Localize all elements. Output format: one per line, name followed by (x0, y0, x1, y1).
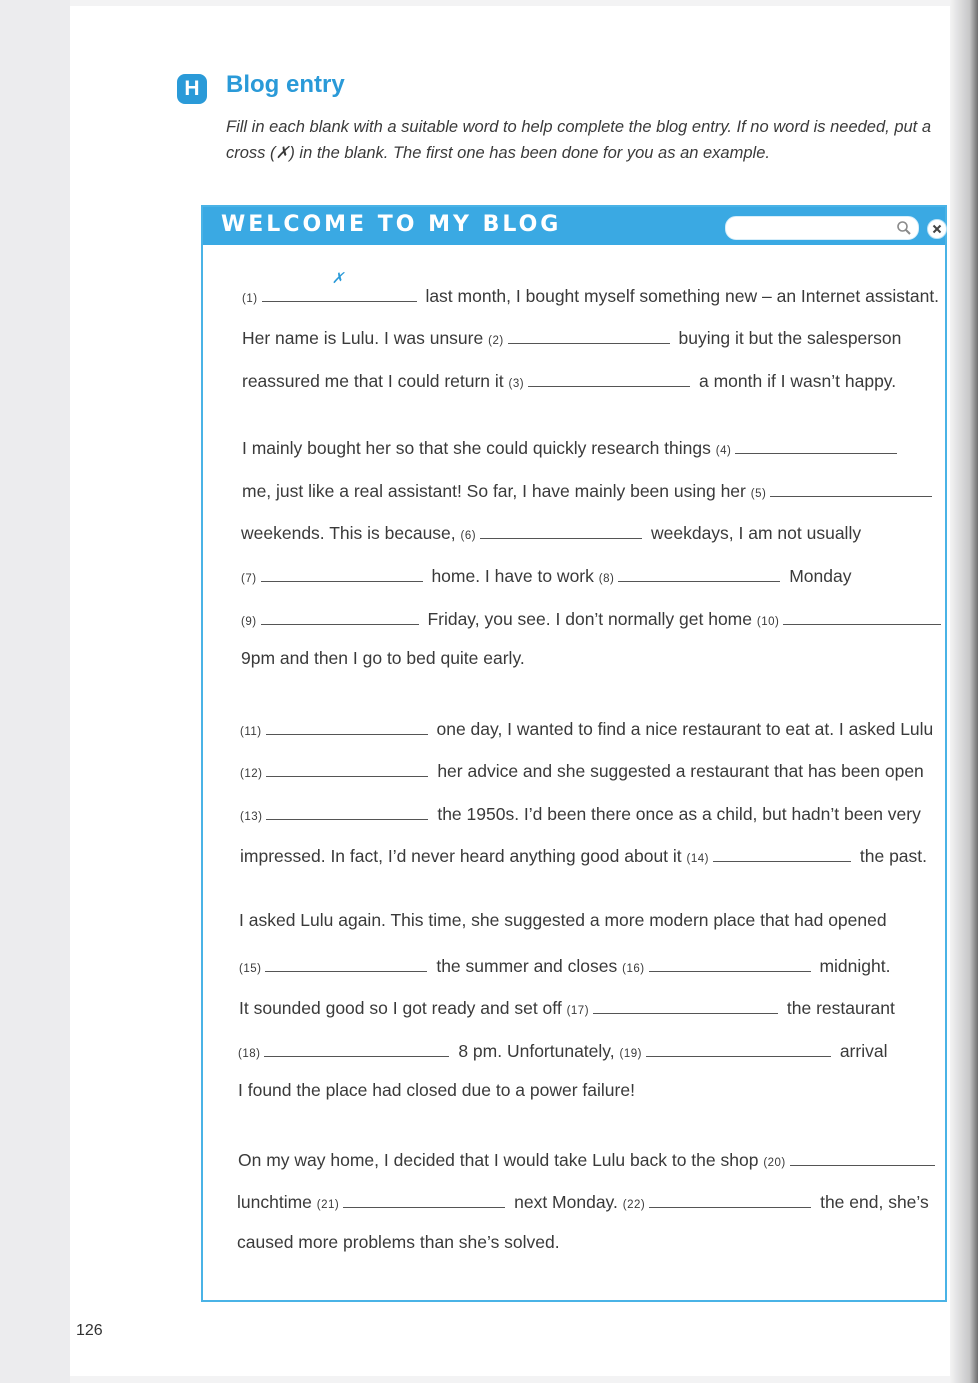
blog-line (240, 843, 927, 867)
blank-number: (13) (240, 811, 263, 823)
page-spine-shadow (950, 0, 978, 1383)
blog-text-segment: the past. (859, 846, 928, 866)
blog-text-segment: I found the place had closed due to a power failure! (238, 1080, 635, 1100)
blog-line (242, 270, 940, 307)
close-button[interactable] (927, 219, 947, 239)
blank-number: (14) (686, 853, 709, 865)
blog-line (238, 1080, 635, 1101)
answer-blank[interactable] (713, 843, 851, 862)
blog-line (239, 910, 887, 931)
exercise-instructions: Fill in each blank with a suitable word to help complete the blog entry. If no word is needed, put a cross (✗) in the blank. The first one has been done for you as an example. (226, 118, 932, 162)
blank-number: (3) (508, 378, 525, 390)
blog-text-segment: a month if I wasn’t happy. (698, 371, 897, 391)
blank-number: (20) (763, 1157, 786, 1169)
example-answer: ✗ (331, 270, 345, 287)
blog-text-segment: Friday, you see. I don’t normally get home (427, 609, 752, 629)
blank-number: (15) (239, 963, 262, 975)
page-number: 126 (76, 1322, 103, 1339)
blank-number: (12) (240, 768, 263, 780)
answer-blank[interactable] (480, 520, 642, 539)
blank-number: (11) (240, 726, 262, 738)
close-icon (932, 224, 942, 234)
blog-text-segment: On my way home, I decided that I would take Lulu back to the shop (238, 1150, 759, 1170)
blank-number: (8) (598, 573, 615, 585)
blog-text-segment: weekdays, I am not usually (650, 523, 862, 543)
blank-number: (21) (316, 1199, 340, 1211)
answer-blank[interactable] (783, 606, 941, 625)
blog-text-segment: the restaurant (786, 998, 895, 1018)
blog-text-segment: the 1950s. I’d been there once as a child, but hadn’t been very (437, 804, 921, 824)
section-badge: H (177, 74, 207, 104)
answer-blank[interactable] (261, 606, 419, 625)
answer-blank[interactable] (343, 1189, 505, 1208)
blog-header-bar (203, 207, 945, 245)
answer-blank[interactable] (649, 953, 811, 972)
answer-blank[interactable] (790, 1147, 935, 1166)
blank-number: (6) (460, 530, 477, 542)
answer-blank[interactable] (266, 716, 428, 735)
answer-blank[interactable] (264, 1038, 449, 1057)
blog-text-segment: 8 pm. Unfortunately, (458, 1041, 615, 1061)
blog-line (238, 1038, 887, 1062)
blog-text-segment: 9pm and then I go to bed quite early. (241, 648, 525, 668)
blog-line (240, 801, 921, 825)
blog-text-segment: home. I have to work (431, 566, 594, 586)
blog-line (239, 995, 895, 1019)
blank-number: (7) (241, 573, 257, 585)
blog-line (241, 648, 525, 669)
blog-line (241, 520, 861, 544)
blank-number: (22) (622, 1199, 646, 1211)
blog-text-segment: her advice and she suggested a restaurant that has been open (437, 761, 924, 781)
blank-number: (18) (238, 1048, 261, 1060)
answer-blank[interactable] (646, 1038, 831, 1057)
blog-text-segment: me, just like a real assistant! So far, I have mainly been using her (242, 481, 746, 501)
blog-text-segment: the end, she’s (820, 1192, 929, 1212)
blog-text-segment: lunchtime (237, 1192, 312, 1212)
blog-text-segment: one day, I wanted to find a nice restaurant to eat at. I asked Lulu (436, 719, 934, 739)
answer-blank[interactable] (262, 270, 417, 302)
blank-number: (19) (619, 1048, 642, 1060)
answer-blank[interactable] (265, 953, 427, 972)
blog-title: WELCOME TO MY BLOG (221, 212, 562, 237)
blog-text-segment: the summer and closes (436, 956, 618, 976)
blank-number: (1) (242, 293, 258, 305)
blog-text-segment: Her name is Lulu. I was unsure (242, 328, 484, 348)
blog-line (242, 435, 901, 459)
blog-text-segment: I mainly bought her so that she could quickly research things (242, 438, 711, 458)
blog-line (242, 325, 901, 349)
blank-number: (5) (750, 488, 767, 500)
blog-text-segment: Monday (789, 566, 852, 586)
blog-search-input[interactable] (725, 216, 919, 240)
answer-blank[interactable] (770, 478, 932, 497)
blog-text-segment: next Monday. (514, 1192, 618, 1212)
blog-text-segment: weekends. This is because, (241, 523, 456, 543)
blog-text-segment: I asked Lulu again. This time, she suggested a more modern place that had opened (239, 910, 887, 930)
blog-text-segment: last month, I bought myself something new – an Internet assistant. (425, 286, 940, 306)
blank-number: (17) (566, 1005, 590, 1017)
answer-blank[interactable] (528, 368, 690, 387)
blog-text-segment: midnight. (819, 956, 891, 976)
answer-blank[interactable] (508, 325, 670, 344)
blank-number: (2) (488, 335, 504, 347)
answer-blank[interactable] (735, 435, 897, 454)
blank-number: (9) (241, 616, 257, 628)
page-gutter (0, 0, 70, 1383)
blog-line (237, 1189, 929, 1213)
blog-line (238, 1147, 939, 1171)
blog-text-segment: impressed. In fact, I’d never heard anything good about it (240, 846, 682, 866)
blog-line (239, 953, 890, 977)
blog-text-segment: arrival (839, 1041, 888, 1061)
blank-number: (10) (756, 616, 780, 628)
blog-text-segment: It sounded good so I got ready and set off (239, 998, 562, 1018)
blog-line (242, 368, 896, 392)
answer-blank[interactable] (618, 563, 780, 582)
blank-number: (16) (622, 963, 645, 975)
blog-line (237, 1232, 560, 1253)
blog-line (240, 758, 924, 782)
answer-blank[interactable] (593, 995, 778, 1014)
answer-blank[interactable] (266, 801, 428, 820)
search-icon[interactable] (896, 220, 912, 236)
blog-line (241, 563, 851, 587)
answer-blank[interactable] (266, 758, 428, 777)
answer-blank[interactable] (261, 563, 423, 582)
blog-line (242, 478, 936, 502)
blog-line (241, 606, 945, 630)
blank-number: (4) (715, 445, 732, 457)
answer-blank[interactable] (649, 1189, 811, 1208)
section-title: Blog entry (226, 71, 345, 98)
blog-text-segment: reassured me that I could return it (242, 371, 504, 391)
blog-line (240, 716, 933, 740)
blog-text-segment: caused more problems than she’s solved. (237, 1232, 560, 1252)
blog-text-segment: buying it but the salesperson (678, 328, 902, 348)
